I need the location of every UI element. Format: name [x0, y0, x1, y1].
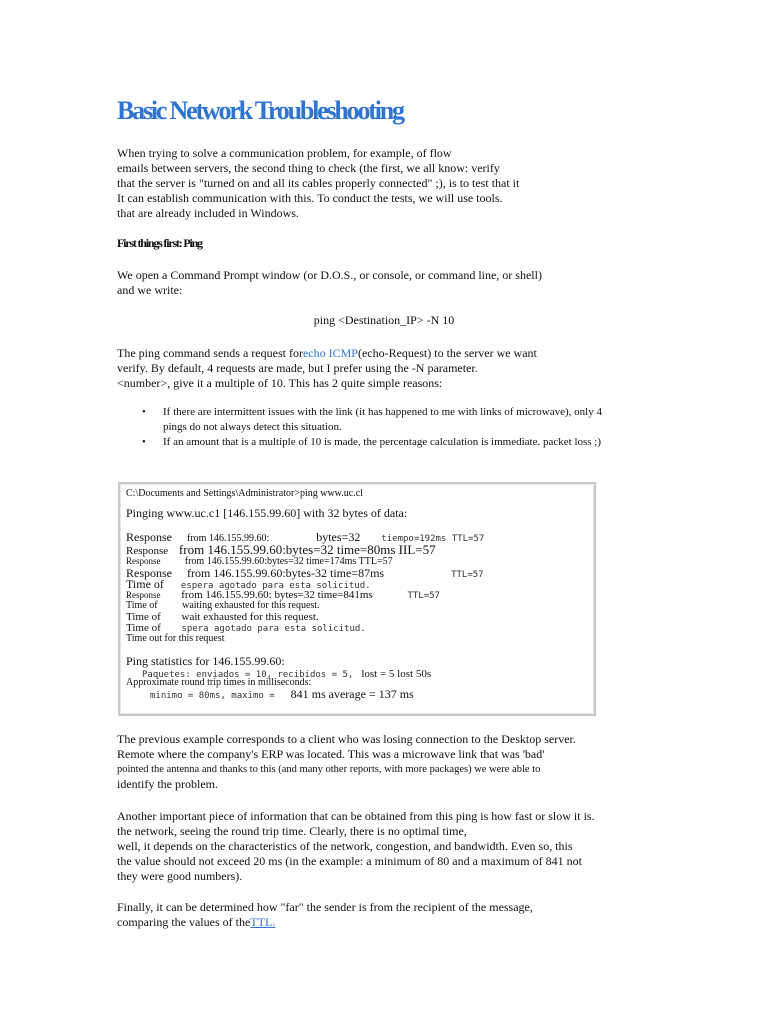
ping-description-paragraph	[117, 346, 607, 391]
console-row	[126, 600, 320, 611]
row-mono: tiempo=192ms TTL=57	[381, 534, 485, 544]
row-mono: TTL=57	[451, 570, 484, 580]
list-item-text: If an amount that is a multiple of 10 is made, the percentage calculation is immediate. packet loss ;)	[163, 436, 602, 448]
console-prompt: C:\Documents and Settings\Administrator>ping www.uc.cl	[126, 488, 363, 499]
prev-line: Remote where the company's ERP was located. This was a microwave link that was 'bad'	[117, 747, 545, 761]
row-mono: spera agotado para esta solicitud.	[181, 624, 366, 634]
previous-example-paragraph	[117, 732, 607, 792]
final-line-2	[117, 915, 607, 930]
row-label: Time of	[126, 611, 161, 623]
list-item	[140, 405, 610, 435]
list-item-text: If there are intermittent issues with the link (it has happened to me with links of microwave), only 4 pings do not always detect this situation.	[163, 406, 602, 433]
another-line: they were good numbers).	[117, 869, 243, 883]
intro-line: that are already included in Windows.	[117, 206, 299, 220]
ping-desc-line-1	[117, 346, 607, 361]
intro-line: When trying to solve a communication problem, for example, of flow	[117, 146, 452, 160]
final-line: Finally, it can be determined how "far" the sender is from the recipient of the message,	[117, 900, 533, 914]
row-label: Time of	[126, 577, 164, 591]
command-prompt-paragraph	[117, 268, 607, 298]
list-item	[140, 435, 610, 450]
row-mono: TTL=57	[407, 591, 440, 601]
row-text: wait exhausted for this request.	[181, 611, 319, 623]
ttl-paragraph	[117, 900, 607, 930]
row-label: Time of	[126, 600, 158, 611]
intro-line: that the server is "turned on and all its cables properly connected" ;), is to test that it	[117, 176, 520, 190]
bullet-icon: •	[142, 406, 146, 418]
ttl-link-underline-gap	[275, 915, 284, 929]
intro-line: emails between servers, the second thing to check (the first, we all know: verify	[117, 161, 500, 175]
min-max-mono: minimo = 80ms, maximo =	[150, 691, 275, 701]
section-heading-ping: First things first: Ping	[117, 236, 202, 250]
page-title: Basic Network Troubleshooting	[117, 96, 403, 125]
console-stats-title: Ping statistics for 146.155.99.60:	[126, 654, 285, 668]
ping-desc-line: verify. By default, 4 requests are made, but I prefer using the -N parameter.	[117, 361, 478, 375]
intro-line: It can establish communication with this. To conduct the tests, we will use tools.	[117, 191, 503, 205]
another-line: the network, seeing the round trip time. Clearly, there is no optimal time,	[117, 824, 467, 838]
console-row	[126, 633, 225, 644]
echo-icmp-link[interactable]: echo ICMP	[302, 346, 358, 360]
reasons-list	[140, 405, 610, 450]
another-line: Another important piece of information that can be obtained from this ping is how fast or slow it is.	[117, 809, 595, 823]
row-text: waiting exhausted for this request.	[182, 600, 320, 611]
cmd-line: We open a Command Prompt window (or D.O.S., or console, or command line, or shell)	[117, 268, 542, 282]
row-text: from 146.155.99.60:bytes=32 time=174ms TTL=57	[184, 556, 393, 567]
console-pinging-line: Pinging www.uc.c1 [146.155.99.60] with 32 bytes of data:	[126, 506, 408, 520]
cmd-line: and we write:	[117, 283, 183, 297]
row-label: Response	[126, 545, 169, 557]
ttl-link[interactable]: TTL.	[250, 915, 276, 929]
ping-command-example: ping <Destination_IP> -N 10	[313, 313, 455, 327]
row-label: Response	[126, 556, 161, 566]
ping-desc-line: <number>, give it a multiple of 10. This has 2 quite simple reasons:	[117, 376, 443, 390]
row-text: from 146.155.99.60:bytes-32 time=87ms	[187, 566, 385, 580]
row-text: from 146.155.99.60:	[187, 533, 270, 544]
row-text: from 146.155.99.60:bytes=32 time=80ms IIL=57	[178, 542, 436, 557]
row-text: from 146.155.99.60: bytes=32 time=841ms	[181, 589, 373, 601]
row-extra: bytes=32	[316, 530, 361, 544]
console-min-max-row	[126, 685, 414, 703]
ping-output-screenshot	[118, 482, 596, 716]
round-trip-paragraph	[117, 809, 607, 884]
another-line: well, it depends on the characteristics of the network, congestion, and bandwidth. Even so, this	[117, 839, 573, 853]
text-run: The ping command sends a request for	[117, 346, 303, 360]
row-label: Response	[126, 590, 161, 600]
stats-lost: lost = 5 lost 50s	[361, 668, 432, 680]
row-label: Time of	[126, 622, 161, 634]
prev-line: identify the problem.	[117, 777, 218, 791]
prev-line: The previous example corresponds to a client who was losing connection to the Desktop server.	[117, 732, 576, 746]
stats-mono: Paquetes: enviados = 10, recibidos = 5,	[142, 670, 354, 680]
text-run: (echo-Request) to the server we want	[357, 346, 537, 360]
console-approx: Approximate round trip times in milliseconds:	[126, 677, 312, 688]
another-line: the value should not exceed 20 ms (in the example: a minimum of 80 and a maximum of 841 not	[117, 854, 582, 868]
bullet-icon: •	[142, 436, 146, 448]
intro-paragraph	[117, 146, 607, 221]
text-run: comparing the values of the	[117, 915, 251, 929]
row-label: Response	[126, 566, 172, 580]
row-mono: espera agotado para esta solicitud.	[180, 581, 371, 591]
row-label: Response	[126, 530, 172, 544]
row-label: Time out for this request	[126, 633, 225, 644]
prev-line: pointed the antenna and thanks to this (and many other reports, with more packages) we were able to	[117, 764, 541, 775]
avg-text: 841 ms average = 137 ms	[290, 687, 414, 701]
